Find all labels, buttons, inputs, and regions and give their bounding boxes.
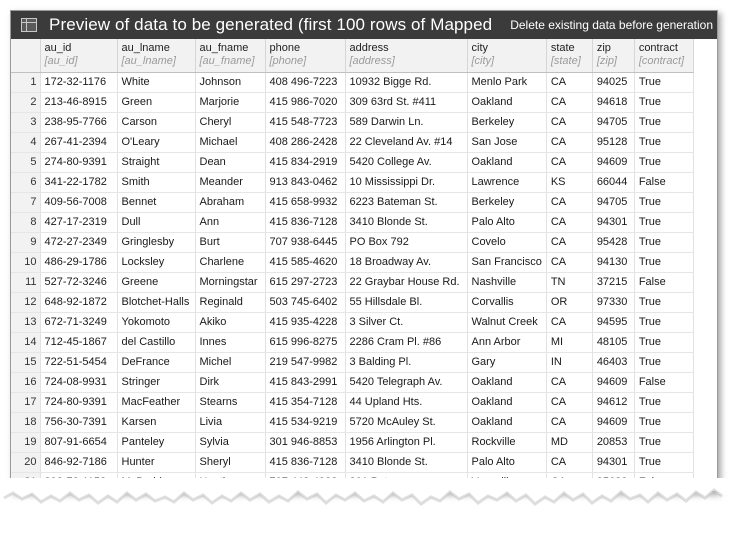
cell-zip[interactable]: 95428 [592,233,634,253]
column-source: [au_fname] [199,55,255,67]
cell-zip[interactable]: 94705 [592,113,634,133]
cell-au-id[interactable]: 238-95-7766 [40,113,117,133]
cell-contract[interactable]: False [634,273,693,293]
row-number: 19 [11,433,40,453]
cell-city[interactable]: Nashville [467,273,546,293]
column-source: [address] [349,55,395,67]
row-number: 17 [11,393,40,413]
table-row[interactable] [11,233,693,253]
cell-phone[interactable]: 415 585-4620 [265,253,345,273]
cell-au-id[interactable]: 712-45-1867 [40,333,117,353]
cell-address[interactable]: 5420 College Av. [345,153,467,173]
cell-state[interactable]: CA [546,373,592,393]
cell-au-lname[interactable]: Karsen [117,413,195,433]
cell-phone[interactable]: 415 534-9219 [265,413,345,433]
cell-contract[interactable]: False [634,173,693,193]
cell-phone[interactable]: 415 843-2991 [265,373,345,393]
cell-phone[interactable]: 615 996-8275 [265,333,345,353]
table-row[interactable] [11,153,693,173]
cell-city[interactable]: Covelo [467,233,546,253]
cell-au-fname[interactable]: Dirk [195,373,265,393]
column-name: city [471,42,488,54]
cell-phone[interactable]: 415 548-7723 [265,113,345,133]
cell-state[interactable]: CA [546,453,592,473]
table-row[interactable] [11,313,693,333]
cell-au-fname[interactable]: Dean [195,153,265,173]
cell-au-lname[interactable]: Stringer [117,373,195,393]
cell-address[interactable]: 10932 Bigge Rd. [345,73,467,93]
cell-city[interactable]: Palo Alto [467,213,546,233]
grid-icon [21,18,37,32]
column-name: au_lname [121,42,170,54]
cell-city[interactable]: Menlo Park [467,73,546,93]
column-name: phone [269,42,301,54]
row-number: 16 [11,373,40,393]
header-row [11,39,693,73]
column-source: [city] [471,55,495,67]
cell-address[interactable]: 22 Cleveland Av. #14 [345,133,467,153]
cell-contract[interactable]: True [634,153,693,173]
cell-au-lname[interactable]: Locksley [117,253,195,273]
cell-city[interactable]: Rockville [467,433,546,453]
cell-zip[interactable]: 94301 [592,213,634,233]
cell-zip[interactable]: 94025 [592,73,634,93]
cell-au-fname[interactable]: Johnson [195,73,265,93]
cell-au-fname[interactable]: Burt [195,233,265,253]
table-row[interactable] [11,393,693,413]
column-header-au-lname[interactable] [117,39,195,73]
cell-au-id[interactable]: 846-92-7186 [40,453,117,473]
table-row[interactable] [11,213,693,233]
cell-address[interactable]: 3410 Blonde St. [345,213,467,233]
cell-state[interactable]: IN [546,353,592,373]
column-name: address [349,42,389,54]
column-source: [phone] [269,55,307,67]
column-header-address[interactable] [345,39,467,73]
cell-au-id[interactable]: 756-30-7391 [40,413,117,433]
row-number: 12 [11,293,40,313]
cell-au-id[interactable]: 274-80-9391 [40,153,117,173]
cell-zip[interactable]: 97330 [592,293,634,313]
cell-contract[interactable]: True [634,253,693,273]
cell-zip[interactable]: 94609 [592,153,634,173]
cell-phone[interactable]: 503 745-6402 [265,293,345,313]
cell-au-fname[interactable]: Akiko [195,313,265,333]
cell-au-fname[interactable]: Michel [195,353,265,373]
row-number: 2 [11,93,40,113]
cell-state[interactable]: MD [546,433,592,453]
cell-au-lname[interactable]: Carson [117,113,195,133]
cell-au-lname[interactable]: Dull [117,213,195,233]
row-number: 6 [11,173,40,193]
cell-address[interactable]: 3 Silver Ct. [345,313,467,333]
cell-zip[interactable]: 37215 [592,273,634,293]
cell-phone[interactable]: 415 834-2919 [265,153,345,173]
cell-au-lname[interactable]: DeFrance [117,353,195,373]
column-header-au-fname[interactable] [195,39,265,73]
cell-city[interactable]: San Francisco [467,253,546,273]
cell-address[interactable]: 589 Darwin Ln. [345,113,467,133]
cell-zip[interactable]: 94609 [592,413,634,433]
cell-contract[interactable]: True [634,133,693,153]
cell-contract[interactable]: True [634,73,693,93]
cell-city[interactable]: Walnut Creek [467,313,546,333]
row-number: 4 [11,133,40,153]
cell-au-fname[interactable]: Marjorie [195,93,265,113]
cell-address[interactable]: 18 Broadway Av. [345,253,467,273]
cell-city[interactable]: San Jose [467,133,546,153]
table-row[interactable] [11,73,693,93]
cell-city[interactable]: Ann Arbor [467,333,546,353]
row-number: 11 [11,273,40,293]
cell-zip[interactable]: 94618 [592,93,634,113]
cell-au-fname[interactable]: Cheryl [195,113,265,133]
column-source: [contract] [638,55,685,67]
cell-au-id[interactable]: 672-71-3249 [40,313,117,333]
table-row[interactable] [11,373,693,393]
cell-au-id[interactable]: 267-41-2394 [40,133,117,153]
cell-au-lname[interactable]: Blotchet-Halls [117,293,195,313]
cell-au-fname[interactable]: Michael [195,133,265,153]
cell-address[interactable]: 1956 Arlington Pl. [345,433,467,453]
cell-au-fname[interactable]: Meander [195,173,265,193]
cell-phone[interactable]: 415 935-4228 [265,313,345,333]
column-header-zip[interactable] [592,39,634,73]
cell-contract[interactable]: True [634,313,693,333]
column-header-state[interactable] [546,39,592,73]
row-number: 8 [11,213,40,233]
column-header-contract[interactable] [634,39,693,73]
cell-au-fname[interactable]: Livia [195,413,265,433]
cell-state[interactable]: CA [546,313,592,333]
cell-au-lname[interactable]: Straight [117,153,195,173]
cell-zip[interactable]: 95128 [592,133,634,153]
cell-state[interactable]: MI [546,333,592,353]
cell-address[interactable]: 2286 Cram Pl. #86 [345,333,467,353]
cell-au-lname[interactable]: Smith [117,173,195,193]
row-number: 3 [11,113,40,133]
cell-state[interactable]: CA [546,233,592,253]
cell-address[interactable]: 55 Hillsdale Bl. [345,293,467,313]
cell-contract[interactable]: True [634,193,693,213]
table-row[interactable] [11,333,693,353]
preview-window [10,10,718,492]
cell-city[interactable]: Oakland [467,93,546,113]
cell-address[interactable]: 44 Upland Hts. [345,393,467,413]
cell-state[interactable]: CA [546,253,592,273]
cell-city[interactable]: Berkeley [467,113,546,133]
cell-au-id[interactable]: 427-17-2319 [40,213,117,233]
table-row[interactable] [11,93,693,113]
cell-contract[interactable]: True [634,433,693,453]
row-number: 13 [11,313,40,333]
cell-au-lname[interactable]: Panteley [117,433,195,453]
cell-state[interactable]: CA [546,213,592,233]
cell-phone[interactable]: 408 496-7223 [265,73,345,93]
cell-phone[interactable]: 913 843-0462 [265,173,345,193]
cell-au-lname[interactable]: Gringlesby [117,233,195,253]
cell-au-fname[interactable]: Sheryl [195,453,265,473]
cell-state[interactable]: CA [546,193,592,213]
column-name: state [550,42,575,54]
cell-zip[interactable]: 46403 [592,353,634,373]
cell-phone[interactable]: 615 297-2723 [265,273,345,293]
cell-phone[interactable]: 415 658-9932 [265,193,345,213]
delete-existing-data-option[interactable]: Delete existing data before generation [510,18,713,32]
cell-phone[interactable]: 415 354-7128 [265,393,345,413]
cell-city[interactable]: Oakland [467,413,546,433]
table-row[interactable] [11,253,693,273]
cell-au-id[interactable]: 648-92-1872 [40,293,117,313]
cell-au-id[interactable]: 724-08-9931 [40,373,117,393]
table-row[interactable] [11,133,693,153]
cell-au-id[interactable]: 213-46-8915 [40,93,117,113]
cell-au-fname[interactable]: Ann [195,213,265,233]
cell-phone[interactable]: 408 286-2428 [265,133,345,153]
row-number: 5 [11,153,40,173]
cell-au-id[interactable]: 409-56-7008 [40,193,117,213]
cell-au-id[interactable]: 722-51-5454 [40,353,117,373]
cell-au-lname[interactable]: del Castillo [117,333,195,353]
cell-address[interactable]: 22 Graybar House Rd. [345,273,467,293]
cell-phone[interactable]: 707 938-6445 [265,233,345,253]
cell-au-id[interactable]: 807-91-6654 [40,433,117,453]
cell-contract[interactable]: True [634,413,693,433]
cell-contract[interactable]: True [634,393,693,413]
cell-au-id[interactable]: 527-72-3246 [40,273,117,293]
cell-au-fname[interactable]: Sylvia [195,433,265,453]
row-number: 14 [11,333,40,353]
cell-au-lname[interactable]: MacFeather [117,393,195,413]
cell-phone[interactable]: 415 986-7020 [265,93,345,113]
cell-city[interactable]: Oakland [467,373,546,393]
cell-phone[interactable]: 301 946-8853 [265,433,345,453]
cell-contract[interactable]: True [634,453,693,473]
column-name: zip [596,42,611,54]
cell-au-lname[interactable]: Hunter [117,453,195,473]
cell-state[interactable]: CA [546,133,592,153]
cell-au-fname[interactable]: Stearns [195,393,265,413]
cell-zip[interactable]: 66044 [592,173,634,193]
column-name: au_id [44,42,72,54]
cell-state[interactable]: CA [546,73,592,93]
cell-address[interactable]: 3 Balding Pl. [345,353,467,373]
table-row[interactable] [11,353,693,373]
cell-contract[interactable]: True [634,293,693,313]
cell-state[interactable]: KS [546,173,592,193]
row-number: 7 [11,193,40,213]
cell-state[interactable]: CA [546,393,592,413]
table-row[interactable] [11,273,693,293]
column-source: [state] [550,55,581,67]
column-source: [zip] [596,55,617,67]
cell-au-fname[interactable]: Charlene [195,253,265,273]
cell-city[interactable]: Palo Alto [467,453,546,473]
cell-address[interactable]: 5720 McAuley St. [345,413,467,433]
cell-contract[interactable]: True [634,353,693,373]
cell-zip[interactable]: 94595 [592,313,634,333]
cell-contract[interactable]: True [634,113,693,133]
cell-zip[interactable]: 48105 [592,333,634,353]
cell-phone[interactable]: 415 836-7128 [265,453,345,473]
row-number: 18 [11,413,40,433]
cell-contract[interactable]: True [634,333,693,353]
cell-city[interactable]: Berkeley [467,193,546,213]
table-row[interactable] [11,193,693,213]
cell-zip[interactable]: 94612 [592,393,634,413]
cell-zip[interactable]: 94705 [592,193,634,213]
cell-au-fname[interactable]: Abraham [195,193,265,213]
cell-zip[interactable]: 94609 [592,373,634,393]
table-row[interactable] [11,173,693,193]
cell-au-fname[interactable]: Innes [195,333,265,353]
cell-au-fname[interactable]: Morningstar [195,273,265,293]
cell-address[interactable]: 5420 Telegraph Av. [345,373,467,393]
cell-address[interactable]: 10 Mississippi Dr. [345,173,467,193]
cell-contract[interactable]: True [634,213,693,233]
cell-state[interactable]: CA [546,93,592,113]
cell-au-lname[interactable]: Bennet [117,193,195,213]
cell-au-fname[interactable]: Reginald [195,293,265,313]
cell-zip[interactable]: 94130 [592,253,634,273]
cell-au-id[interactable]: 172-32-1176 [40,73,117,93]
table-row[interactable] [11,453,693,473]
cell-phone[interactable]: 415 836-7128 [265,213,345,233]
cell-state[interactable]: CA [546,413,592,433]
cell-city[interactable]: Oakland [467,393,546,413]
column-header-au-id[interactable] [40,39,117,73]
table-row[interactable] [11,413,693,433]
column-header-city[interactable] [467,39,546,73]
table-row[interactable] [11,113,693,133]
window-title: Preview of data to be generated (first 100 rows of Mapped [49,15,493,34]
cell-city[interactable]: Oakland [467,153,546,173]
column-name: au_fname [199,42,249,54]
cell-city[interactable]: Corvallis [467,293,546,313]
row-number: 20 [11,453,40,473]
table-row[interactable] [11,293,693,313]
cell-address[interactable]: 3410 Blonde St. [345,453,467,473]
table-row[interactable] [11,433,693,453]
row-number: 9 [11,233,40,253]
cell-address[interactable]: 309 63rd St. #411 [345,93,467,113]
title-bar [11,11,717,39]
cell-state[interactable]: CA [546,153,592,173]
column-source: [au_id] [44,55,78,67]
cell-au-lname[interactable]: O'Leary [117,133,195,153]
cell-au-lname[interactable]: Yokomoto [117,313,195,333]
cell-contract[interactable]: False [634,373,693,393]
row-number: 15 [11,353,40,373]
row-number: 10 [11,253,40,273]
cell-phone[interactable]: 219 547-9982 [265,353,345,373]
column-source: [au_lname] [121,55,176,67]
row-number-header [11,39,40,73]
cell-city[interactable]: Gary [467,353,546,373]
column-name: contract [638,42,678,54]
cell-au-lname[interactable]: Greene [117,273,195,293]
torn-paper-edge [0,478,732,541]
cell-state[interactable]: OR [546,293,592,313]
column-header-phone[interactable] [265,39,345,73]
cell-au-id[interactable]: 472-27-2349 [40,233,117,253]
cell-au-lname[interactable]: White [117,73,195,93]
cell-state[interactable]: TN [546,273,592,293]
cell-au-id[interactable]: 724-80-9391 [40,393,117,413]
cell-au-id[interactable]: 486-29-1786 [40,253,117,273]
cell-zip[interactable]: 94301 [592,453,634,473]
cell-contract[interactable]: True [634,233,693,253]
cell-address[interactable]: 6223 Bateman St. [345,193,467,213]
cell-city[interactable]: Lawrence [467,173,546,193]
cell-contract[interactable]: True [634,93,693,113]
data-grid [11,39,694,492]
cell-au-lname[interactable]: Green [117,93,195,113]
cell-state[interactable]: CA [546,113,592,133]
row-number: 1 [11,73,40,93]
cell-address[interactable]: PO Box 792 [345,233,467,253]
cell-au-id[interactable]: 341-22-1782 [40,173,117,193]
cell-zip[interactable]: 20853 [592,433,634,453]
